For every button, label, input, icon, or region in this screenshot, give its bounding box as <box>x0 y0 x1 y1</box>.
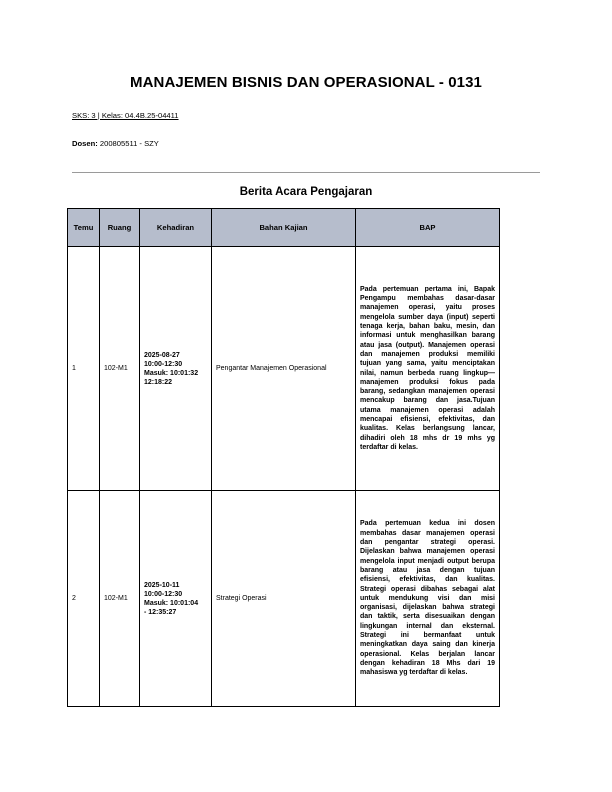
cell-ruang: 102-M1 <box>100 491 140 707</box>
cell-bahan-kajian: Pengantar Manajemen Operasional <box>212 247 356 491</box>
lecturer-info <box>72 139 159 148</box>
cell-kehadiran <box>140 247 212 491</box>
header-ruang: Ruang <box>100 209 140 247</box>
cell-bap: Pada pertemuan kedua ini dosen membahas dasar manajemen operasi dan pengantar strategi operasi. Dijelaskan bahwa manajemen operasi mengelola input menjadi output berupa barang atau jasa dengan tujuan efisiensi, efektivitas, dan kualitas. Strategi operasi dibahas sebagai alat untuk mendukung visi dan misi organisasi, dijelaskan bahwa strategi dan taktik, serta disesuaikan dengan lingkungan internal dan eksternal. Strategi ini bermanfaat untuk meningkatkan daya saing dan kinerja operasional. Kelas berjalan lancar dengan kehadiran 18 Mhs dari 19 mahasiswa yg terdaftar di kelas. <box>356 491 500 707</box>
cell-kehadiran <box>140 491 212 707</box>
table-header-row <box>68 209 500 247</box>
attendance-check-in: Masuk: 10:01:32 <box>144 369 199 377</box>
header-bap: BAP <box>356 209 500 247</box>
table-row <box>68 491 500 707</box>
attendance-date: 2025-08-27 <box>144 351 180 359</box>
page-title: MANAJEMEN BISNIS DAN OPERASIONAL - 0131 <box>129 74 483 91</box>
header-bahan-kajian: Bahan Kajian <box>212 209 356 247</box>
teaching-record-table <box>67 208 500 707</box>
lecturer-value: 200805511 - SZY <box>99 139 159 148</box>
section-title: Berita Acara Pengajaran <box>239 186 373 198</box>
cell-bap: Pada pertemuan pertama ini, Bapak Pengampu membahas dasar-dasar manajemen operasi, yaitu proses mengelola sumber daya (input) seperti tenaga kerja, bahan baku, mesin, dan informasi untuk menghasilkan barang atau jasa (output). Manajemen operasi dan manajemen produksi memiliki tujuan yang sama, yaitu menciptakan nilai, namun berbeda ruang lingkup—manajemen produksi fokus pada barang, sedangkan manajemen operasi mencakup barang dan jasa.Tujuan utama manajemen operasi adalah mencapai efisiensi, efektivitas, dan kualitas. Kelas berlangsung lancar, dihadiri oleh 18 mhs dr 19 mhs yg terdaftar di kelas. <box>356 247 500 491</box>
attendance-schedule: 10:00-12:30 <box>144 590 183 598</box>
header-divider <box>72 172 540 173</box>
cell-temu: 1 <box>68 247 100 491</box>
attendance-check-in: Masuk: 10:01:04 <box>144 599 199 607</box>
header-temu: Temu <box>68 209 100 247</box>
attendance-schedule: 10:00-12:30 <box>144 360 183 368</box>
attendance-check-out: - 12:35:27 <box>144 608 177 616</box>
attendance-check-out: 12:18:22 <box>144 378 173 386</box>
lecturer-label: Dosen: <box>72 139 98 148</box>
sks-class-info: SKS: 3 | Kelas: 04.4B.25-04411 <box>72 111 179 120</box>
cell-ruang: 102-M1 <box>100 247 140 491</box>
cell-temu: 2 <box>68 491 100 707</box>
attendance-date: 2025-10-11 <box>144 581 180 589</box>
header-kehadiran: Kehadiran <box>140 209 212 247</box>
table-row <box>68 247 500 491</box>
cell-bahan-kajian: Strategi Operasi <box>212 491 356 707</box>
